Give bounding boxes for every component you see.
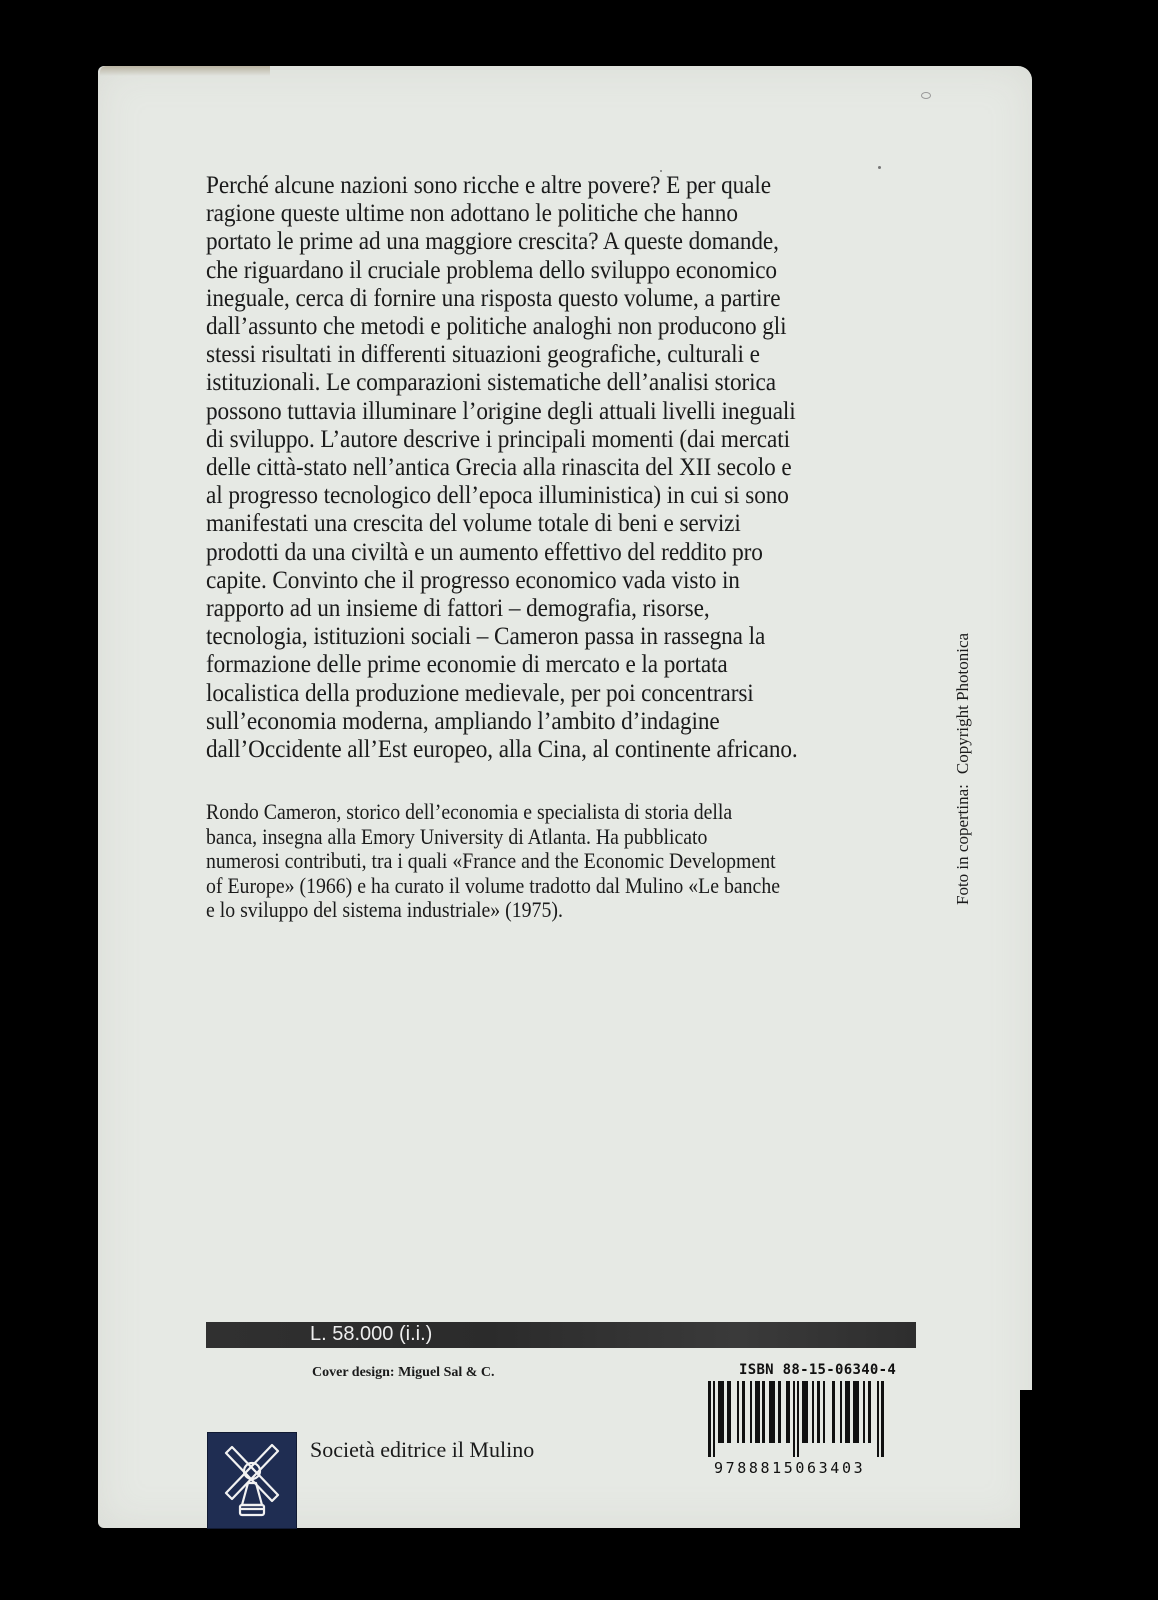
description-line: istituzionali. Le comparazioni sistematiche dell’analisi storica	[206, 369, 776, 397]
paper-speck	[878, 166, 881, 169]
publisher-logo	[208, 1433, 296, 1528]
description-line: formazione delle prime economie di mercato e la portata	[206, 651, 728, 679]
description-line: possono tuttavia illuminare l’origine degli attuali livelli ineguali	[206, 397, 796, 425]
description-line: che riguardano il cruciale problema dello sviluppo economico	[206, 256, 777, 284]
isbn: ISBN 88-15-06340-4	[739, 1362, 897, 1378]
description-line: di sviluppo. L’autore descrive i principali momenti (dai mercati	[206, 425, 790, 453]
description-line: ineguale, cerca di fornire una risposta questo volume, a partire	[206, 284, 781, 312]
bio-line: e lo sviluppo del sistema industriale» (1975).	[206, 897, 563, 923]
description-line: Perché alcune nazioni sono ricche e altre povere? E per quale	[206, 172, 771, 199]
description-line: tecnologia, istituzioni sociali – Cameron passa in rassegna la	[206, 623, 766, 651]
bio-line: banca, insegna alla Emory University di Atlanta. Ha pubblicato	[206, 823, 708, 849]
cover-design-credit: Cover design: Miguel Sal & C.	[312, 1365, 495, 1380]
description-line: sull’economia moderna, ampliando l’ambito d’indagine	[206, 707, 720, 735]
description-line: localistica della produzione medievale, per poi concentrarsi	[206, 679, 754, 707]
page-edge-notch	[1020, 1390, 1034, 1530]
description-line: rapporto ad un insieme di fattori – demografia, risorse,	[206, 595, 710, 623]
description-line: ragione queste ultime non adottano le politiche che hanno	[206, 200, 738, 228]
description-line: capite. Convinto che il progresso economico vada visto in	[206, 566, 740, 594]
description-line: dall’assunto che metodi e politiche analoghi non producono gli	[206, 313, 787, 341]
book-description	[206, 172, 876, 764]
paper-blemish	[921, 92, 931, 99]
description-line: stessi risultati in differenti situazioni geografiche, culturali e	[206, 341, 760, 369]
author-bio	[206, 800, 890, 923]
description-line: dall’Occidente all’Est europeo, alla Cina, al continente africano.	[206, 736, 798, 764]
ean-number: 9788815063403	[714, 1459, 866, 1477]
bio-line: numerosi contributi, tra i quali «France and the Economic Development	[206, 848, 776, 874]
bio-line: Rondo Cameron, storico dell’economia e specialista di storia della	[206, 799, 733, 824]
price-bar	[206, 1322, 916, 1348]
price: L. 58.000 (i.i.)	[310, 1323, 433, 1345]
barcode	[708, 1381, 920, 1457]
description-line: portato le prime ad una maggiore crescita? A queste domande,	[206, 228, 779, 256]
description-line: al progresso tecnologico dell’epoca illuministica) in cui si sono	[206, 482, 789, 510]
worn-top-edge	[100, 66, 270, 76]
bio-line: of Europe» (1966) e ha curato il volume tradotto dal Mulino «Le banche	[206, 872, 781, 898]
description-line: delle città-stato nell’antica Grecia alla rinascita del XII secolo e	[206, 454, 792, 482]
windmill-icon	[207, 1432, 297, 1529]
description-line: prodotti da una civiltà e un aumento effettivo del reddito pro	[206, 538, 763, 566]
photo-credit-label: Foto in copertina:	[953, 784, 972, 905]
description-line: manifestati una crescita del volume totale di beni e servizi	[206, 510, 741, 538]
photo-credit	[953, 633, 973, 905]
publisher-name: Società editrice il Mulino	[310, 1437, 535, 1462]
photo-credit-value: Copyright Photonica	[953, 632, 972, 775]
